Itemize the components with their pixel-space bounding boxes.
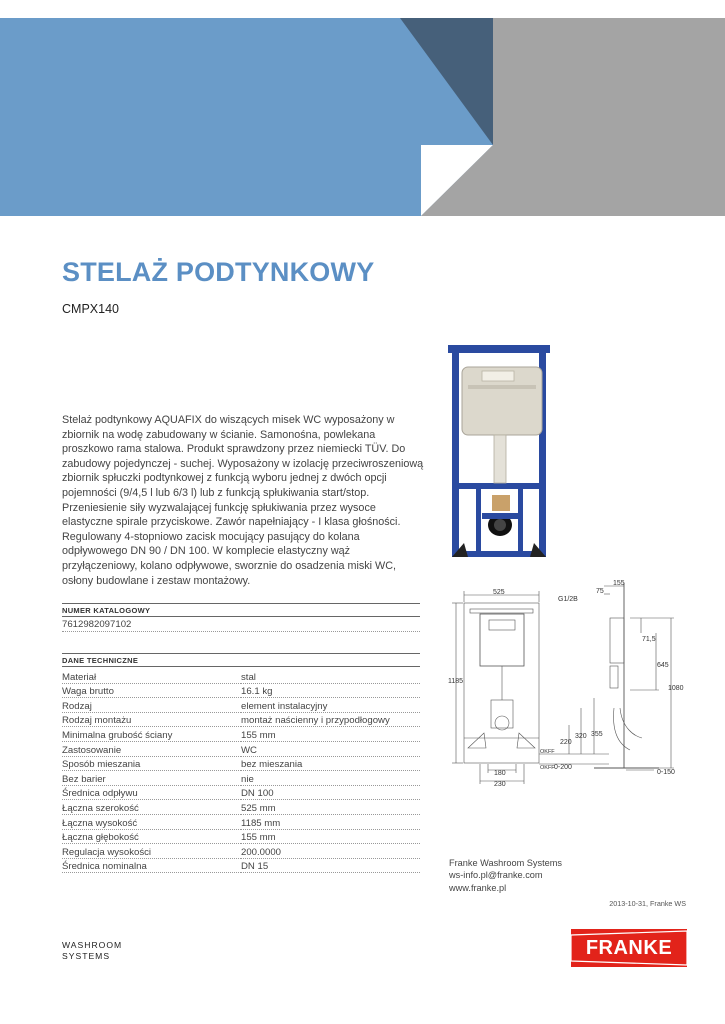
- table-row: [62, 669, 420, 683]
- company-name: Franke Washroom Systems: [449, 858, 562, 868]
- spec-value: WC: [241, 741, 420, 756]
- technical-drawing: [444, 578, 689, 793]
- spec-key: Średnica nominalna: [62, 858, 241, 873]
- dim-320: 320: [575, 733, 587, 740]
- catalog-number: 7612982097102: [62, 619, 420, 632]
- contact-block: [449, 857, 562, 894]
- dim-75: 75: [596, 588, 604, 595]
- dim-220: 220: [560, 739, 572, 746]
- spec-key: Minimalna grubość ściany: [62, 727, 241, 742]
- spec-key: Średnica odpływu: [62, 785, 241, 800]
- description-line: osłony budowlane i zestaw montażowy.: [62, 574, 251, 587]
- spec-value: 200.0000: [241, 844, 420, 859]
- description-line: pojemności (9/4,5 l lub 6/3 l) lub z funkcją spłukiwania start/stop.: [62, 486, 370, 499]
- tech-data-table: [62, 669, 420, 873]
- catalog-label: NUMER KATALOGOWY: [62, 606, 151, 615]
- dim-71: 71,5: [642, 636, 656, 643]
- dim-230: 230: [494, 781, 506, 788]
- spec-value: DN 100: [241, 785, 420, 800]
- dim-645: 645: [657, 662, 669, 669]
- description-line: proszkowo rama stalowa. Produkt sprawdzony przez niemiecki TÜV. Do: [62, 443, 406, 456]
- description-line: elastyczne spirale przyciskowe. Zawór napełniający - I klasa głośności.: [62, 516, 401, 529]
- dim-depth: 155: [613, 580, 625, 587]
- description-line: odpływowego DN 90 / DN 100. W komplecie elastyczny wąż: [62, 545, 351, 558]
- description-line: Stelaż podtynkowy AQUAFIX do wiszących misek WC wyposażony w: [62, 414, 395, 426]
- table-row: [62, 844, 420, 859]
- table-row: [62, 858, 420, 873]
- spec-value: 16.1 kg: [241, 683, 420, 698]
- footer-line: SYSTEMS: [62, 951, 111, 961]
- dim-180: 180: [494, 770, 506, 777]
- table-row: [62, 727, 420, 742]
- spec-key: Rodzaj: [62, 698, 241, 713]
- spec-value: stal: [241, 669, 420, 683]
- product-description: [62, 413, 424, 588]
- description-line: zbiornik spłuczki podtynkowej z funkcją wyboru jednej z dwóch opcji: [62, 472, 387, 485]
- spec-value: DN 15: [241, 858, 420, 873]
- contact-email[interactable]: ws-info.pl@franke.com: [449, 870, 543, 881]
- spec-value: 1185 mm: [241, 814, 420, 829]
- section-divider: [62, 653, 420, 654]
- product-photo: [444, 345, 554, 567]
- dim-height: 1185: [448, 678, 464, 685]
- spec-value: montaż naścienny i przypodłogowy: [241, 712, 420, 727]
- spec-value: 155 mm: [241, 829, 420, 844]
- spec-key: Regulacja wysokości: [62, 844, 241, 859]
- spec-key: Bez barier: [62, 771, 241, 786]
- table-row: [62, 814, 420, 829]
- spec-key: Materiał: [62, 669, 241, 683]
- spec-key: Zastosowanie: [62, 741, 241, 756]
- table-row: [62, 741, 420, 756]
- table-row: [62, 698, 420, 713]
- dim-okff-top: OKFF: [540, 749, 555, 755]
- spec-value: 525 mm: [241, 800, 420, 815]
- table-row: [62, 785, 420, 800]
- spec-key: Łączna szerokość: [62, 800, 241, 815]
- spec-key: Łączna wysokość: [62, 814, 241, 829]
- table-row: [62, 756, 420, 771]
- description-line: przyłączeniowy, kolano odpływowe, sworznie do osadzenia miski WC,: [62, 559, 397, 572]
- spec-key: Sposób mieszania: [62, 756, 241, 771]
- spec-key: Rodzaj montażu: [62, 712, 241, 727]
- spec-value: 155 mm: [241, 727, 420, 742]
- footer-line: WASHROOM: [62, 940, 123, 950]
- franke-logo: [571, 929, 687, 967]
- dim-0-200: 0-200: [554, 764, 572, 771]
- description-line: Regulowany 4-stopniowo zacisk mocujący pasujący do kolana: [62, 530, 360, 543]
- spec-key: Łączna głębokość: [62, 829, 241, 844]
- dim-width: 525: [493, 589, 505, 596]
- logo-text: FRANKE: [585, 936, 673, 959]
- dim-okff-bottom: OKFF: [540, 765, 555, 771]
- spec-value: bez mieszania: [241, 756, 420, 771]
- dim-g12b: G1/2B: [558, 596, 578, 603]
- table-row: [62, 712, 420, 727]
- model-number: CMPX140: [62, 302, 119, 316]
- table-row: [62, 800, 420, 815]
- section-divider: [62, 603, 420, 604]
- table-row: [62, 829, 420, 844]
- section-divider: [62, 616, 420, 617]
- spec-value: nie: [241, 771, 420, 786]
- table-row: [62, 771, 420, 786]
- description-line: zabudowy pojedynczej - suchej. Wyposażony w izolację przeciwroszeniową: [62, 457, 424, 470]
- dim-0-150: 0-150: [657, 769, 675, 776]
- date-line: 2013-10-31, Franke WS: [609, 899, 686, 908]
- description-line: zbiornik na wodę zabudowany w ścianie. Samonośna, powlekana: [62, 428, 376, 441]
- footer-label: [62, 940, 122, 962]
- dim-355: 355: [591, 731, 603, 738]
- description-line: Przeniesienie siły wyzwalającej funkcję spłukiwania przez wysoce: [62, 501, 376, 514]
- header-banner: [0, 18, 725, 216]
- section-divider: [62, 666, 420, 667]
- tech-data-label: DANE TECHNICZNE: [62, 656, 139, 665]
- spec-key: Waga brutto: [62, 683, 241, 698]
- table-row: [62, 683, 420, 698]
- spec-value: element instalacyjny: [241, 698, 420, 713]
- contact-website[interactable]: www.franke.pl: [449, 882, 507, 893]
- page-title: STELAŻ PODTYNKOWY: [62, 257, 375, 287]
- dim-1080: 1080: [668, 685, 684, 692]
